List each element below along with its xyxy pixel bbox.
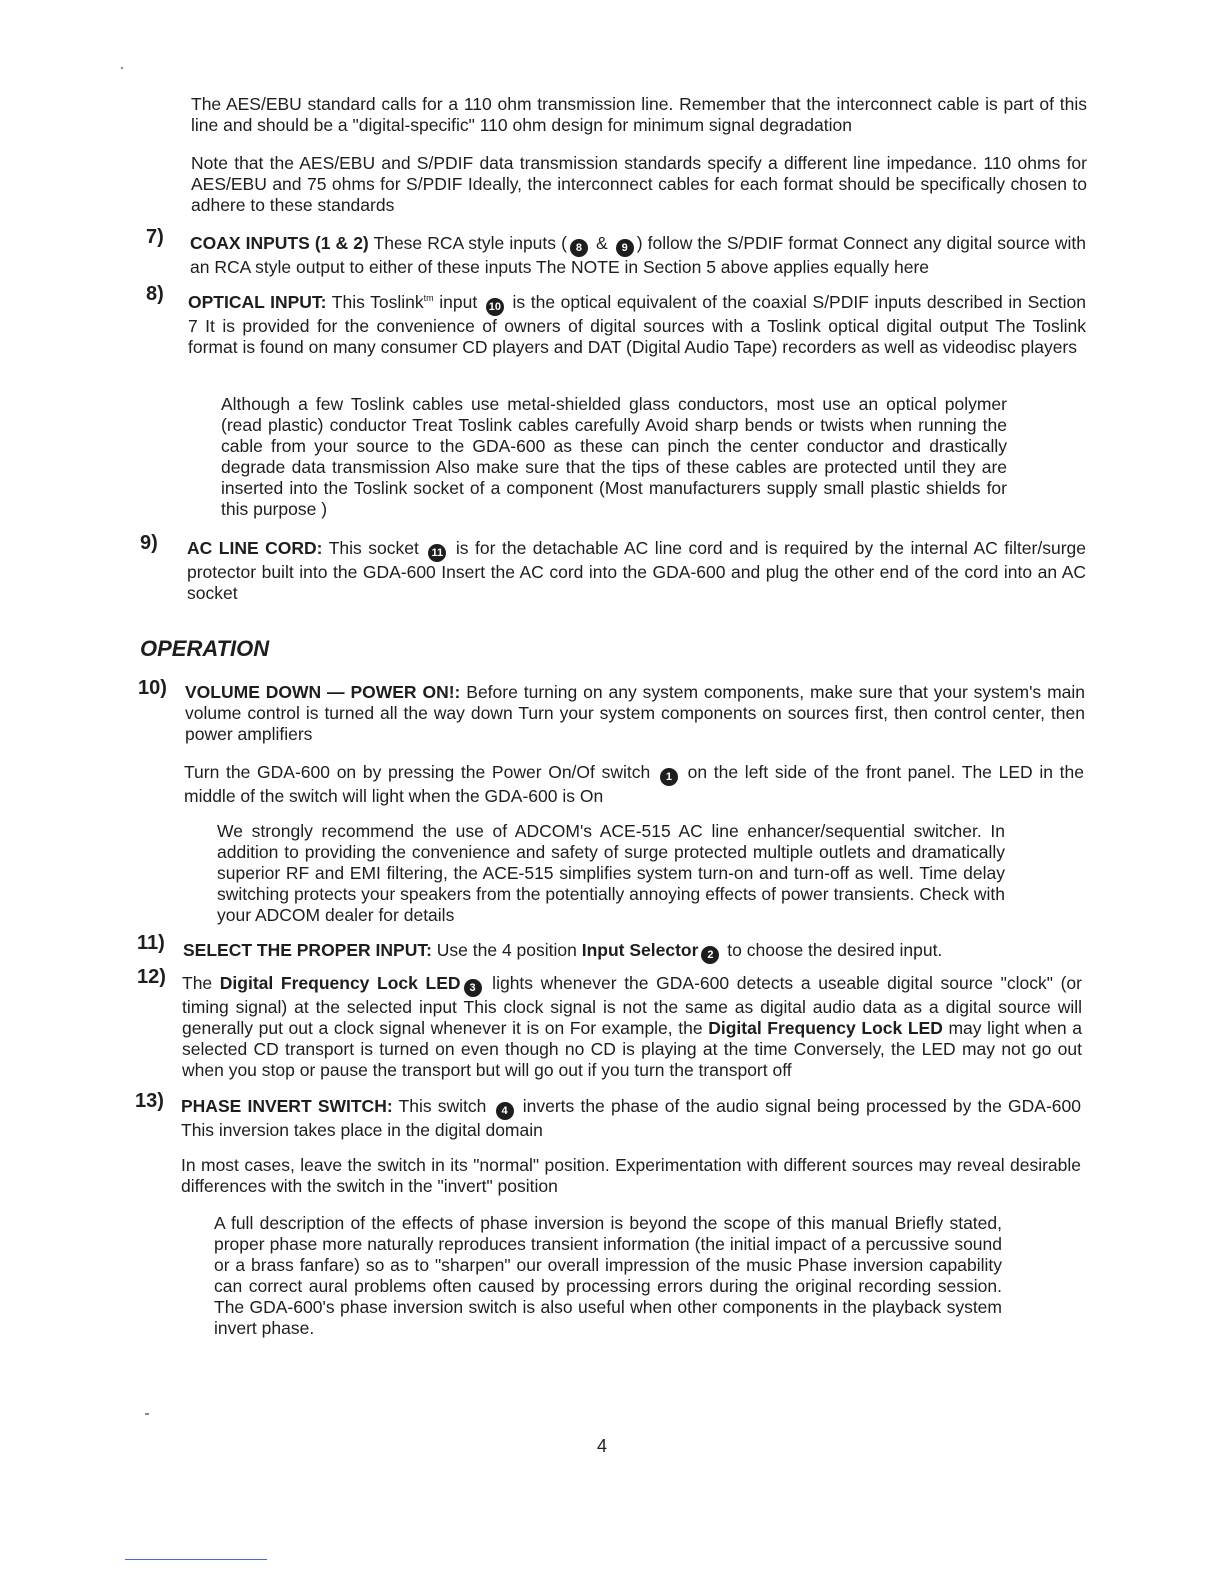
frequency-lock-led-label-2: Digital Frequency Lock LED	[708, 1018, 943, 1038]
phase-inversion-note: A full description of the effects of phase inversion is beyond the scope of this manual Briefly stated, proper phase more naturally reproduces transient information (the initial impact of a percussive sound or a brass fanfare) so as to "sharpen" our overall impression of the music Phase inversion capability can correct aural problems often caused by processing errors during the original recording session. The GDA-600's phase inversion switch is also useful when other components in the playback system invert phase.	[214, 1213, 1002, 1338]
item-10-volume-down: VOLUME DOWN — POWER ON!: Before turning on any system components, make sure that your system's main volume control is turned all the way down Turn your system components on sources first, then control center, then power amplifiers	[185, 682, 1085, 744]
item-12-frequency-lock: The Digital Frequency Lock LED 3 lights whenever the GDA-600 detects a useable digital source "clock" (or timing signal) at the selected input This clock signal is not the same as digital audio data as a digital source will generally put out a clock signal whenever it is on For example, the Digital Frequency Lock LED may light when a selected CD transport is turned on even though no CD is playing at the time Conversely, the LED may not go out when you stop or pause the transport but will go out if you turn the transport off	[182, 973, 1082, 1080]
item-13-title: PHASE INVERT SWITCH:	[181, 1096, 393, 1116]
aes-ebu-paragraph: The AES/EBU standard calls for a 110 ohm transmission line. Remember that the interconnect cable is part of this line and should be a "digital-specific" 110 ohm design for minimum signal degradation	[191, 94, 1087, 135]
item-11-title: SELECT THE PROPER INPUT:	[183, 940, 432, 960]
callout-9-icon: 9	[616, 239, 634, 257]
power-on-paragraph: Turn the GDA-600 on by pressing the Power On/Of switch 1 on the left side of the front panel. The LED in the middle of the switch will light when the GDA-600 is On	[184, 762, 1084, 806]
item-9-title: AC LINE CORD:	[187, 538, 323, 558]
ace-515-note: We strongly recommend the use of ADCOM's ACE-515 AC line enhancer/sequential switcher. In addition to providing the convenience and safety of surge protected multiple outlets and dramatically superior RF and EMI filtering, the ACE-515 simplifies system turn-on and turn-off as well. Time delay switching protects your speakers from the potentially annoying effects of power transients. Check with your ADCOM dealer for details	[217, 821, 1005, 925]
scan-speck	[121, 67, 123, 69]
item-11-select-input: SELECT THE PROPER INPUT: Use the 4 position Input Selector 2 to choose the desired input.	[183, 940, 1083, 964]
page-number: 4	[597, 1436, 608, 1456]
callout-11-icon: 11	[428, 544, 446, 562]
item-8-optical-input: OPTICAL INPUT: This Toslink$^{tm}$ input 10 is the optical equivalent of the coaxial S/PDIF inputs described in Section 7 It is provided for the convenience of owners of digital sources with a Toslink optical digital output The Toslink format is found on many consumer CD players and DAT (Digital Audio Tape) recorders as well as videodisc players	[188, 291, 1086, 357]
callout-2-icon: 2	[701, 946, 719, 964]
item-number-13: 13)	[135, 1090, 164, 1112]
item-8-title: OPTICAL INPUT:	[188, 291, 327, 312]
scan-speck	[145, 1413, 149, 1415]
item-number-10: 10)	[138, 677, 167, 699]
callout-10-icon: 10	[486, 298, 504, 316]
toslink-care-note: Although a few Toslink cables use metal-shielded glass conductors, most use an optical polymer (read plastic) conductor Treat Toslink cables carefully Avoid sharp bends or twists when running the cable from your source to the GDA-600 as these can pinch the center conductor and drastically degrade data transmission Also make sure that the tips of these cables are protected until they are inserted into the Toslink socket of a component (Most manufacturers supply small plastic shields for this purpose )	[221, 394, 1007, 519]
item-number-9: 9)	[140, 532, 158, 554]
callout-8-icon: 8	[570, 239, 588, 257]
callout-3-icon: 3	[464, 979, 482, 997]
item-9-ac-line-cord: AC LINE CORD: This socket 11 is for the detachable AC line cord and is required by the internal AC filter/surge protector built into the GDA-600 Insert the AC cord into the GDA-600 and plug the other end of the cord into an AC socket	[187, 538, 1086, 603]
item-number-7: 7)	[146, 226, 164, 248]
input-selector-label: Input Selector	[581, 940, 699, 960]
item-number-8: 8)	[146, 283, 164, 305]
callout-1-icon: 1	[660, 768, 678, 786]
normal-position-paragraph: In most cases, leave the switch in its "normal" position. Experimentation with different sources may reveal desirable differences with the switch in the "invert" position	[181, 1155, 1081, 1196]
item-number-12: 12)	[137, 966, 166, 988]
impedance-note-paragraph: Note that the AES/EBU and S/PDIF data transmission standards specify a different line impedance. 110 ohms for AES/EBU and 75 ohms for S/PDIF Ideally, the interconnect cables for each format should be specifically chosen to adhere to these standards	[191, 153, 1087, 215]
callout-4-icon: 4	[496, 1102, 514, 1120]
item-13-phase-invert: PHASE INVERT SWITCH: This switch 4 inverts the phase of the audio signal being processed by the GDA-600 This inversion takes place in the digital domain	[181, 1096, 1081, 1140]
item-number-11: 11)	[137, 932, 165, 954]
frequency-lock-led-label: Digital Frequency Lock LED	[219, 973, 461, 993]
item-10-title: VOLUME DOWN — POWER ON!:	[185, 682, 461, 702]
item-7-title: COAX INPUTS (1 & 2)	[190, 233, 369, 253]
item-7-coax-inputs: COAX INPUTS (1 & 2) These RCA style inputs ( 8 & 9 ) follow the S/PDIF format Connect any digital source with an RCA style output to either of these inputs The NOTE in Section 5 above applies equally here	[190, 233, 1086, 277]
operation-heading: OPERATION	[140, 636, 270, 661]
footer-rule	[125, 1559, 267, 1560]
